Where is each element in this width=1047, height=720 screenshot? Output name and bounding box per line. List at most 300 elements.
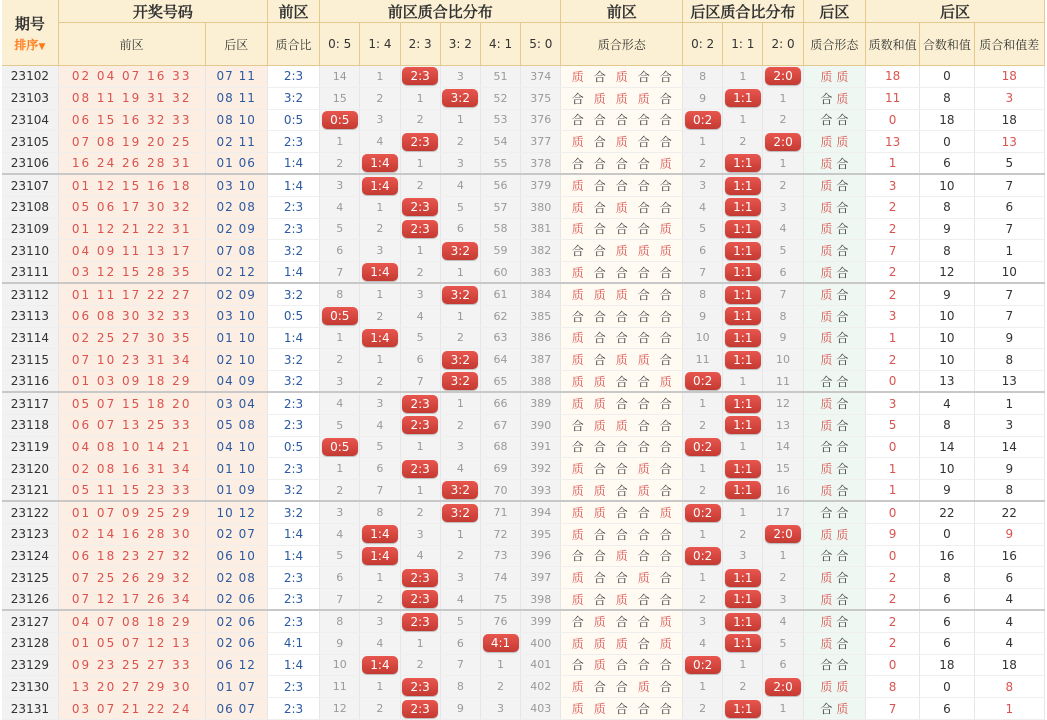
front-dist-cell: 2: [360, 87, 400, 109]
back-dist-cell: 10: [683, 327, 723, 349]
back-dist-cell: 1: [723, 371, 763, 393]
front-numbers-cell: 03 07 21 22 24: [58, 698, 205, 720]
composite-sum-cell: 0: [920, 66, 974, 88]
sum-diff-cell: 9: [974, 523, 1044, 545]
front-dist-cell: [400, 196, 440, 218]
front-shape-cell: [561, 567, 683, 589]
back-shape: 质 合: [820, 571, 849, 586]
back-dist-cell: 10: [763, 349, 803, 371]
front-dist-cell: 380: [521, 196, 561, 218]
prime-sum-cell: 2: [865, 218, 919, 240]
front-shape: 合 质 合 合 合: [571, 658, 672, 673]
front-dist-cell: 6: [400, 349, 440, 371]
back-dist-cell: 15: [763, 458, 803, 480]
front-dist-cell: 1: [480, 654, 520, 676]
sum-diff-cell: 3: [974, 414, 1044, 436]
composite-sum-cell: 10: [920, 458, 974, 480]
back-dist-cell: 1: [683, 458, 723, 480]
front-shape-cell: [561, 283, 683, 305]
front-dist-cell: 11: [320, 676, 360, 698]
table-row: [2, 371, 1045, 393]
sum-diff-cell: 7: [974, 283, 1044, 305]
front-dist-cell: 3: [480, 698, 520, 720]
front-dist-cell: 403: [521, 698, 561, 720]
back-numbers-cell: 05 08: [205, 414, 267, 436]
front-numbers-cell: 02 25 27 30 35: [58, 327, 205, 349]
issue-cell: 23116: [2, 371, 58, 393]
table-row: [2, 436, 1045, 458]
front-shape-cell: [561, 676, 683, 698]
sum-col-composite: 合数和值: [920, 23, 974, 66]
front-numbers-cell: 02 14 16 28 30: [58, 523, 205, 545]
front-dist-cell: 2: [440, 545, 480, 567]
back-shape: 合 质: [820, 702, 849, 716]
front-dist-cell: 1: [360, 567, 400, 589]
table-row: [2, 153, 1045, 175]
prime-sum-cell: 8: [865, 676, 919, 698]
hit-pill: 2:3: [402, 613, 438, 631]
front-dist-cell: [320, 436, 360, 458]
prime-sum-cell: 1: [865, 480, 919, 502]
back-dist-cell: 3: [763, 196, 803, 218]
front-dist-cell: 1: [360, 676, 400, 698]
front-dist-cell: 4: [440, 458, 480, 480]
composite-sum-cell: 8: [920, 414, 974, 436]
composite-sum-cell: 8: [920, 567, 974, 589]
back-numbers-cell: 03 04: [205, 392, 267, 414]
front-dist-cell: 2: [400, 501, 440, 523]
front-numbers-cell: 05 07 15 18 20: [58, 392, 205, 414]
prime-sum-cell: 1: [865, 327, 919, 349]
hit-pill: 3:2: [442, 481, 478, 499]
front-shape-cell: [561, 349, 683, 371]
issue-cell: 23114: [2, 327, 58, 349]
front-dist-cell: 15: [320, 87, 360, 109]
ratio-cell: 1:4: [267, 174, 319, 196]
back-dist-cell: 2: [723, 676, 763, 698]
front-shape: 质 质 合 质 合: [571, 483, 672, 498]
back-dist-cell: [763, 66, 803, 88]
back-shape-cell: [803, 240, 865, 262]
front-shape-subheader: 质合形态: [561, 23, 683, 66]
back-shape-cell: [803, 676, 865, 698]
sum-diff-cell: 1: [974, 392, 1044, 414]
back-shape-header: 后区: [803, 0, 865, 23]
front-dist-cell: 2: [360, 698, 400, 720]
front-shape: 合 质 质 合 合: [571, 418, 672, 433]
back-shape-cell: [803, 305, 865, 327]
prime-sum-cell: 3: [865, 392, 919, 414]
hit-pill: 1:4: [362, 329, 398, 347]
composite-sum-cell: 9: [920, 480, 974, 502]
front-shape: 质 合 合 合 合: [571, 527, 672, 542]
back-dist-cell: 4: [683, 196, 723, 218]
front-dist-cell: 1: [320, 458, 360, 480]
back-dist-cell: 1: [683, 567, 723, 589]
hit-pill: 1:1: [725, 307, 761, 325]
table-row: [2, 414, 1045, 436]
back-dist-cell: 1: [723, 66, 763, 88]
table-row: [2, 545, 1045, 567]
sum-diff-cell: 14: [974, 436, 1044, 458]
front-shape-cell: [561, 523, 683, 545]
sum-diff-cell: 4: [974, 632, 1044, 654]
table-row: [2, 174, 1045, 196]
front-dist-cell: 7: [320, 589, 360, 611]
back-dist-cell: [683, 545, 723, 567]
front-dist-cell: [400, 610, 440, 632]
ratio-cell: 2:3: [267, 698, 319, 720]
front-dist-cell: [400, 66, 440, 88]
back-numbers-cell: 02 10: [205, 349, 267, 371]
back-numbers-cell: 06 07: [205, 698, 267, 720]
prime-sum-cell: 1: [865, 458, 919, 480]
sum-diff-cell: 13: [974, 131, 1044, 153]
front-dist-cell: 3: [360, 392, 400, 414]
back-dist-cell: [723, 240, 763, 262]
back-dist-cell: 1: [683, 392, 723, 414]
front-dist-cell: 7: [400, 371, 440, 393]
front-dist-cell: 52: [480, 87, 520, 109]
front-dist-cell: [360, 654, 400, 676]
hit-pill: 1:1: [725, 89, 761, 107]
front-dist-cell: 2: [360, 589, 400, 611]
issue-cell: 23117: [2, 392, 58, 414]
back-shape: 质 合: [820, 636, 849, 651]
front-dist-cell: 390: [521, 414, 561, 436]
table-row: [2, 196, 1045, 218]
back-numbers-cell: 04 09: [205, 371, 267, 393]
back-shape: 合 合: [820, 658, 849, 673]
front-cat-3: 3: 2: [440, 23, 480, 66]
front-dist-cell: [400, 589, 440, 611]
table-row: [2, 698, 1045, 720]
back-dist-cell: [763, 131, 803, 153]
back-dist-cell: [723, 632, 763, 654]
front-numbers-cell: 01 12 21 22 31: [58, 218, 205, 240]
front-dist-cell: 4: [400, 305, 440, 327]
front-shape: 合 质 质 质 合: [571, 91, 672, 106]
front-dist-cell: 74: [480, 567, 520, 589]
front-dist-cell: 63: [480, 327, 520, 349]
front-ratio-header: 前区: [267, 0, 319, 23]
ratio-cell: 2:3: [267, 218, 319, 240]
prime-sum-cell: 2: [865, 589, 919, 611]
back-dist-cell: 1: [723, 501, 763, 523]
back-shape: 合 合: [820, 374, 849, 389]
back-numbers-cell: 02 07: [205, 523, 267, 545]
composite-sum-cell: 10: [920, 349, 974, 371]
hit-pill: 1:4: [362, 547, 398, 565]
front-dist-cell: 3: [440, 436, 480, 458]
sum-diff-cell: 22: [974, 501, 1044, 523]
back-shape: 质 合: [820, 288, 849, 303]
sum-diff-cell: 7: [974, 305, 1044, 327]
back-shape: 质 合: [820, 222, 849, 237]
table-row: [2, 589, 1045, 611]
front-dist-cell: 4: [400, 545, 440, 567]
back-dist-cell: [723, 218, 763, 240]
front-numbers-cell: 02 08 16 31 34: [58, 458, 205, 480]
ratio-cell: 1:4: [267, 523, 319, 545]
front-dist-cell: 76: [480, 610, 520, 632]
front-dist-cell: [360, 174, 400, 196]
front-dist-cell: [400, 458, 440, 480]
back-numbers-cell: 01 07: [205, 676, 267, 698]
front-dist-cell: 2: [440, 327, 480, 349]
ratio-cell: 1:4: [267, 654, 319, 676]
front-dist-cell: 6: [320, 240, 360, 262]
issue-cell: 23128: [2, 632, 58, 654]
front-dist-cell: 6: [440, 218, 480, 240]
front-shape: 质 质 合 合 质: [571, 506, 672, 521]
front-shape: 质 质 合 合 质: [571, 374, 672, 389]
prime-sum-cell: 0: [865, 654, 919, 676]
draw-back-subheader: 后区: [205, 23, 267, 66]
hit-pill: 1:1: [725, 634, 761, 652]
back-shape: 质 合: [820, 200, 849, 215]
back-dist-cell: 1: [723, 109, 763, 131]
hit-pill: 2:0: [765, 67, 801, 85]
back-dist-cell: 6: [763, 654, 803, 676]
composite-sum-cell: 9: [920, 283, 974, 305]
front-dist-cell: 7: [360, 480, 400, 502]
front-dist-cell: 6: [360, 458, 400, 480]
back-dist-cell: 7: [683, 262, 723, 284]
ratio-cell: 2:3: [267, 458, 319, 480]
front-dist-cell: 2: [480, 676, 520, 698]
back-shape-cell: [803, 131, 865, 153]
back-shape: 合 合: [820, 549, 849, 564]
prime-sum-cell: 2: [865, 610, 919, 632]
hit-pill: 2:3: [402, 460, 438, 478]
back-shape-cell: [803, 371, 865, 393]
back-dist-cell: 9: [683, 305, 723, 327]
table-row: [2, 218, 1045, 240]
front-dist-cell: 59: [480, 240, 520, 262]
hit-pill: 1:1: [725, 286, 761, 304]
prime-sum-cell: 2: [865, 349, 919, 371]
back-shape-cell: [803, 174, 865, 196]
front-dist-cell: 8: [320, 610, 360, 632]
prime-sum-cell: 13: [865, 131, 919, 153]
front-dist-cell: 5: [440, 610, 480, 632]
front-shape: 质 合 合 合 合: [571, 331, 672, 346]
back-shape: 合 合: [820, 506, 849, 521]
back-dist-cell: 5: [763, 632, 803, 654]
front-dist-cell: 383: [521, 262, 561, 284]
issue-cell: 23110: [2, 240, 58, 262]
back-dist-cell: 11: [763, 371, 803, 393]
back-dist-cell: [723, 698, 763, 720]
sort-button[interactable]: 排序▼: [14, 37, 46, 52]
front-dist-cell: 1: [440, 262, 480, 284]
back-dist-cell: [723, 567, 763, 589]
back-dist-cell: 9: [763, 327, 803, 349]
hit-pill: 3:2: [442, 286, 478, 304]
front-dist-cell: 397: [521, 567, 561, 589]
ratio-cell: 2:3: [267, 589, 319, 611]
back-numbers-cell: 02 09: [205, 218, 267, 240]
back-shape: 质 合: [820, 462, 849, 477]
front-shape-cell: [561, 458, 683, 480]
front-shape-cell: [561, 698, 683, 720]
front-dist-cell: 5: [320, 545, 360, 567]
back-dist-cell: 1: [683, 523, 723, 545]
front-cat-5: 5: 0: [521, 23, 561, 66]
front-numbers-cell: 05 11 15 23 33: [58, 480, 205, 502]
hit-pill: 0:2: [685, 372, 721, 390]
hit-pill: 0:5: [322, 438, 358, 456]
hit-pill: 2:3: [402, 569, 438, 587]
back-dist-cell: 6: [683, 240, 723, 262]
composite-sum-cell: 0: [920, 523, 974, 545]
front-shape: 质 合 合 质 合: [571, 462, 672, 477]
ratio-cell: 4:1: [267, 632, 319, 654]
front-dist-cell: [360, 523, 400, 545]
hit-pill: 4:1: [483, 634, 519, 652]
issue-cell: 23131: [2, 698, 58, 720]
front-dist-cell: 56: [480, 174, 520, 196]
issue-cell: 23111: [2, 262, 58, 284]
ratio-subheader: 质合比: [267, 23, 319, 66]
issue-cell: 23129: [2, 654, 58, 676]
composite-sum-cell: 4: [920, 392, 974, 414]
front-numbers-cell: 16 24 26 28 31: [58, 153, 205, 175]
back-dist-cell: [723, 392, 763, 414]
front-dist-cell: 2: [440, 414, 480, 436]
front-numbers-cell: 03 12 15 28 35: [58, 262, 205, 284]
front-dist-cell: 3: [360, 109, 400, 131]
back-dist-cell: 2: [683, 480, 723, 502]
front-dist-cell: 389: [521, 392, 561, 414]
front-dist-cell: 72: [480, 523, 520, 545]
front-dist-cell: 8: [440, 676, 480, 698]
front-numbers-cell: 09 23 25 27 33: [58, 654, 205, 676]
hit-pill: 0:5: [322, 111, 358, 129]
back-dist-cell: 4: [763, 218, 803, 240]
front-shape: 质 合 合 质 合: [571, 571, 672, 586]
front-dist-cell: 2: [360, 305, 400, 327]
composite-sum-cell: 22: [920, 501, 974, 523]
front-shape-cell: [561, 87, 683, 109]
table-row: [2, 349, 1045, 371]
front-numbers-cell: 07 08 19 20 25: [58, 131, 205, 153]
back-numbers-cell: 01 10: [205, 458, 267, 480]
issue-cell: 23119: [2, 436, 58, 458]
composite-sum-cell: 10: [920, 327, 974, 349]
table-row: [2, 109, 1045, 131]
front-dist-cell: 1: [400, 87, 440, 109]
back-dist-cell: 8: [683, 66, 723, 88]
front-numbers-cell: 08 11 19 31 32: [58, 87, 205, 109]
trend-table: [2, 0, 1045, 720]
front-shape: 质 合 合 合 合: [571, 265, 672, 280]
back-dist-cell: 2: [683, 698, 723, 720]
front-shape-cell: [561, 305, 683, 327]
table-row: [2, 305, 1045, 327]
front-dist-cell: [400, 698, 440, 720]
table-row: [2, 654, 1045, 676]
back-dist-cell: 14: [763, 436, 803, 458]
back-numbers-cell: 03 10: [205, 174, 267, 196]
composite-sum-cell: 8: [920, 240, 974, 262]
front-dist-cell: 400: [521, 632, 561, 654]
back-numbers-cell: 08 11: [205, 87, 267, 109]
hit-pill: 1:1: [725, 242, 761, 260]
issue-cell: 23103: [2, 87, 58, 109]
back-numbers-cell: 10 12: [205, 501, 267, 523]
back-dist-cell: 5: [683, 218, 723, 240]
back-dist-cell: 4: [683, 632, 723, 654]
back-dist-cell: 3: [763, 589, 803, 611]
front-dist-cell: 62: [480, 305, 520, 327]
draw-front-subheader: 前区: [58, 23, 205, 66]
composite-sum-cell: 0: [920, 131, 974, 153]
back-shape-cell: [803, 436, 865, 458]
front-numbers-cell: 04 09 11 13 17: [58, 240, 205, 262]
front-dist-cell: 10: [320, 654, 360, 676]
back-dist-cell: [723, 283, 763, 305]
front-dist-cell: 399: [521, 610, 561, 632]
back-shape-cell: [803, 458, 865, 480]
front-shape: 合 合 质 质 质: [571, 244, 672, 259]
front-shape: 质 质 质 合 合: [571, 288, 672, 303]
ratio-cell: 2:3: [267, 567, 319, 589]
sum-diff-cell: 1: [974, 698, 1044, 720]
back-numbers-cell: 02 08: [205, 196, 267, 218]
composite-sum-cell: 10: [920, 174, 974, 196]
back-shape-cell: [803, 283, 865, 305]
front-dist-cell: 1: [320, 327, 360, 349]
front-dist-cell: 1: [440, 305, 480, 327]
back-dist-cell: [723, 610, 763, 632]
front-dist-cell: 69: [480, 458, 520, 480]
hit-pill: 0:2: [685, 656, 721, 674]
front-dist-cell: 1: [400, 632, 440, 654]
front-dist-cell: 2: [400, 654, 440, 676]
ratio-cell: 2:3: [267, 676, 319, 698]
front-dist-cell: 5: [440, 196, 480, 218]
front-dist-cell: 2: [400, 262, 440, 284]
front-shape-cell: [561, 196, 683, 218]
back-shape-cell: [803, 109, 865, 131]
front-dist-cell: 2: [360, 371, 400, 393]
back-shape: 质 合: [820, 309, 849, 324]
back-dist-cell: 17: [763, 501, 803, 523]
front-shape: 合 合 合 合 合: [571, 113, 672, 128]
front-shape-cell: [561, 174, 683, 196]
front-dist-cell: 402: [521, 676, 561, 698]
prime-sum-cell: 7: [865, 698, 919, 720]
front-dist-cell: 1: [360, 283, 400, 305]
composite-sum-cell: 6: [920, 589, 974, 611]
issue-cell: 23107: [2, 174, 58, 196]
hit-pill: 1:1: [725, 481, 761, 499]
front-shape: 质 合 质 合 合: [571, 69, 672, 84]
front-numbers-cell: 01 11 17 22 27: [58, 283, 205, 305]
front-dist-cell: 1: [400, 436, 440, 458]
back-dist-cell: [723, 327, 763, 349]
front-dist-cell: [400, 392, 440, 414]
front-dist-cell: 60: [480, 262, 520, 284]
back-dist-cell: 1: [763, 153, 803, 175]
ratio-cell: 3:2: [267, 371, 319, 393]
back-dist-cell: [723, 349, 763, 371]
front-shape: 质 合 合 质 合: [571, 680, 672, 695]
front-dist-cell: 4: [360, 632, 400, 654]
front-dist-cell: 396: [521, 545, 561, 567]
